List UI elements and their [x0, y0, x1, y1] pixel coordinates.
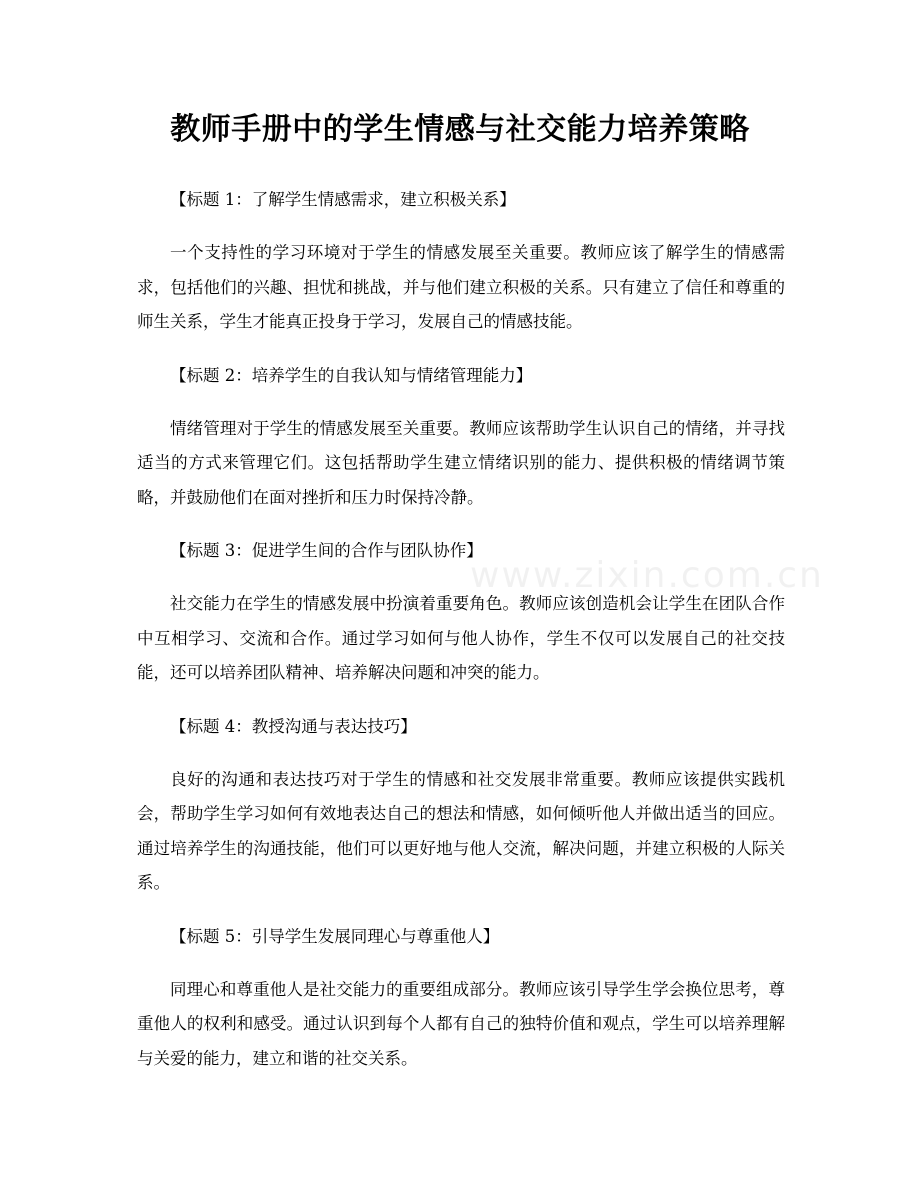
- section-4-body: 良好的沟通和表达技巧对于学生的情感和社交发展非常重要。教师应该提供实践机会，帮助学生学习如何有效地表达自己的想法和情感，如何倾听他人并做出适当的回应。通过培养学生的沟通技能，他们可以更好地与他人交流，解决问题，并建立积极的人际关系。: [137, 769, 785, 892]
- section-5-body: 同理心和尊重他人是社交能力的重要组成部分。教师应该引导学生学会换位思考，尊重他人的权利和感受。通过认识到每个人都有自己的独特价值和观点，学生可以培养理解与关爱的能力，建立和谐的社交关系。: [137, 979, 785, 1068]
- document-body: [137, 184, 785, 1096]
- section-1-heading: 【标题 1：了解学生情感需求，建立积极关系】: [170, 190, 516, 209]
- section-4-heading: 【标题 4：教授沟通与表达技巧】: [170, 716, 417, 736]
- watermark: www.zixin.com.cn: [470, 555, 824, 596]
- section-3-heading: 【标题 3：促进学生间的合作与团队协作】: [170, 541, 483, 560]
- section-1-body: 一个支持性的学习环境对于学生的情感发展至关重要。教师应该了解学生的情感需求，包括他们的兴趣、担忧和挑战，并与他们建立积极的关系。只有建立了信任和尊重的师生关系，学生才能真正投身于学习，发展自己的情感技能。: [137, 243, 785, 331]
- section-5-heading: 【标题 5：引导学生发展同理心与尊重他人】: [170, 926, 500, 946]
- section-2-body: 情绪管理对于学生的情感发展至关重要。教师应该帮助学生认识自己的情绪，并寻找适当的方式来管理它们。这包括帮助学生建立情绪识别的能力、提供积极的情绪调节策略，并鼓励他们在面对挫折和压力时保持冷静。: [137, 418, 785, 507]
- document-title: 教师手册中的学生情感与社交能力培养策略: [170, 112, 750, 147]
- section-2-heading: 【标题 2：培养学生的自我认知与情绪管理能力】: [170, 365, 533, 385]
- section-3-body: 社交能力在学生的情感发展中扮演着重要角色。教师应该创造机会让学生在团队合作中互相学习、交流和合作。通过学习如何与他人协作，学生不仅可以发展自己的社交技能，还可以培养团队精神、培养解决问题和冲突的能力。: [137, 594, 785, 682]
